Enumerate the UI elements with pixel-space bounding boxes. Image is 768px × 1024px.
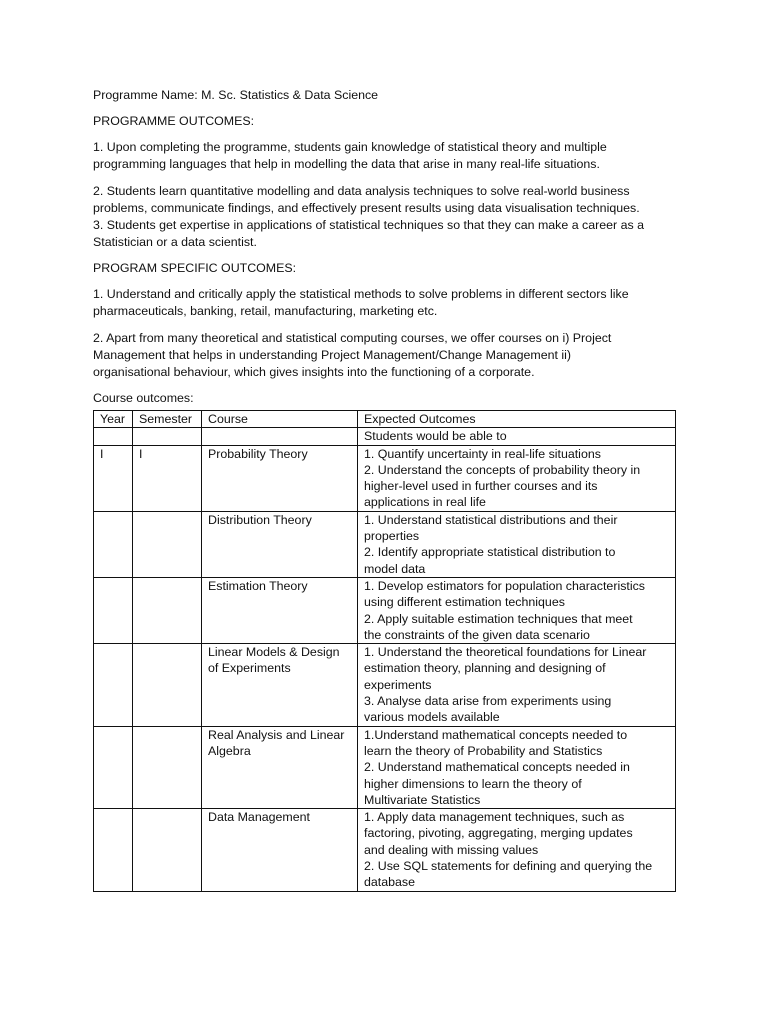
table-row — [94, 511, 676, 577]
table-row — [94, 809, 676, 891]
cell-semester — [133, 726, 202, 808]
outcome-line: 1. Understand statistical distributions and their — [364, 512, 618, 527]
course-name-line: Distribution Theory — [208, 512, 312, 527]
text-line: Management that helps in understanding Project Management/Change Management ii) — [93, 348, 572, 362]
cell-year — [94, 577, 133, 643]
cell-expected-outcomes — [358, 577, 676, 643]
text-line: 3. Students get expertise in applications of statistical techniques so that they can make a career as a — [93, 218, 645, 232]
cell-expected-outcomes — [358, 511, 676, 577]
outcome-line: 2. Apply suitable estimation techniques that meet — [364, 611, 633, 626]
cell-semester — [133, 809, 202, 891]
cell-expected-outcomes — [358, 644, 676, 726]
outcome-line: applications in real life — [364, 495, 486, 510]
cell-expected-outcomes — [358, 726, 676, 808]
outcome-line: experiments — [364, 677, 432, 692]
outcome-line: 1. Develop estimators for population characteristics — [364, 578, 645, 593]
outcome-line: 3. Analyse data arise from experiments using — [364, 694, 612, 709]
specific-outcomes-heading: PROGRAM SPECIFIC OUTCOMES: — [93, 261, 297, 275]
outcome-line: higher dimensions to learn the theory of — [364, 776, 582, 791]
table-row — [94, 726, 676, 808]
table-row — [94, 577, 676, 643]
header-course: Course — [202, 411, 358, 428]
cell-semester: I — [133, 445, 202, 511]
table-subheader-row — [94, 428, 676, 445]
course-name-line: Linear Models & Design — [208, 645, 340, 660]
course-outcomes-table — [93, 410, 676, 892]
outcome-line: database — [364, 875, 415, 890]
outcome-line: 1. Understand the theoretical foundations for Linear — [364, 645, 647, 660]
cell-course — [202, 644, 358, 726]
outcome-line: 1. Apply data management techniques, such as — [364, 810, 625, 825]
subheader-empty-cell — [94, 428, 133, 445]
course-name-line: Real Analysis and Linear — [208, 727, 345, 742]
outcome-line: 1.Understand mathematical concepts needed to — [364, 727, 628, 742]
subheader-empty-cell — [133, 428, 202, 445]
outcome-line: estimation theory, planning and designing of — [364, 661, 606, 676]
cell-semester — [133, 577, 202, 643]
cell-course — [202, 511, 358, 577]
table-row — [94, 644, 676, 726]
cell-course — [202, 809, 358, 891]
cell-course — [202, 577, 358, 643]
cell-year — [94, 511, 133, 577]
specific-outcome-2 — [93, 330, 683, 381]
text-line: pharmaceuticals, banking, retail, manufacturing, marketing etc. — [93, 304, 438, 318]
header-semester: Semester — [133, 411, 202, 428]
cell-year — [94, 809, 133, 891]
outcome-line: 1. Quantify uncertainty in real-life situations — [364, 446, 601, 461]
text-line: Statistician or a data scientist. — [93, 235, 257, 249]
cell-course — [202, 445, 358, 511]
cell-year — [94, 644, 133, 726]
outcome-line: 2. Use SQL statements for defining and querying the — [364, 859, 653, 874]
specific-outcome-1 — [93, 286, 683, 320]
cell-year: I — [94, 445, 133, 511]
text-line: 2. Apart from many theoretical and statistical computing courses, we offer courses on i) Project — [93, 331, 612, 345]
programme-outcome-2 — [93, 183, 683, 217]
outcome-line: various models available — [364, 710, 500, 725]
cell-year — [94, 726, 133, 808]
programme-outcomes-heading: PROGRAMME OUTCOMES: — [93, 114, 255, 128]
outcome-line: 2. Understand mathematical concepts needed in — [364, 760, 630, 775]
outcome-line: learn the theory of Probability and Statistics — [364, 743, 603, 758]
document-content — [93, 87, 683, 892]
course-name-line: Data Management — [208, 810, 310, 825]
table-row — [94, 445, 676, 511]
course-name-line: Probability Theory — [208, 446, 308, 461]
text-line: 1. Understand and critically apply the statistical methods to solve problems in different sectors like — [93, 287, 629, 301]
table-header-row — [94, 411, 676, 428]
outcome-line: the constraints of the given data scenario — [364, 627, 590, 642]
text-line: organisational behaviour, which gives insights into the functioning of a corporate. — [93, 365, 535, 379]
header-year: Year — [94, 411, 133, 428]
cell-expected-outcomes — [358, 445, 676, 511]
programme-outcome-3 — [93, 217, 683, 251]
text-line: 2. Students learn quantitative modelling and data analysis techniques to solve real-world business — [93, 184, 630, 198]
text-line: programming languages that help in modelling the data that arise in many real-life situations. — [93, 157, 600, 171]
subheader-students-would: Students would be able to — [358, 428, 676, 445]
course-outcomes-heading: Course outcomes: — [93, 391, 194, 405]
course-name-line: of Experiments — [208, 661, 291, 676]
outcome-line: higher-level used in further courses and its — [364, 479, 598, 494]
outcome-line: using different estimation techniques — [364, 595, 565, 610]
programme-name: Programme Name: M. Sc. Statistics & Data Science — [93, 88, 379, 102]
text-line: problems, communicate findings, and effectively present results using data visualisation techniques. — [93, 201, 640, 215]
course-name-line: Estimation Theory — [208, 578, 308, 593]
outcome-line: properties — [364, 529, 420, 544]
cell-course — [202, 726, 358, 808]
outcome-line: factoring, pivoting, aggregating, merging updates — [364, 826, 633, 841]
outcome-line: Multivariate Statistics — [364, 792, 481, 807]
outcome-line: 2. Understand the concepts of probability theory in — [364, 462, 641, 477]
header-expected-outcomes: Expected Outcomes — [358, 411, 676, 428]
course-name-line: Algebra — [208, 743, 251, 758]
outcome-line: model data — [364, 561, 426, 576]
outcome-line: 2. Identify appropriate statistical distribution to — [364, 545, 616, 560]
cell-semester — [133, 644, 202, 726]
subheader-empty-cell — [202, 428, 358, 445]
cell-semester — [133, 511, 202, 577]
text-line: 1. Upon completing the programme, students gain knowledge of statistical theory and multiple — [93, 140, 607, 154]
programme-outcome-1 — [93, 139, 683, 173]
cell-expected-outcomes — [358, 809, 676, 891]
outcome-line: and dealing with missing values — [364, 842, 539, 857]
